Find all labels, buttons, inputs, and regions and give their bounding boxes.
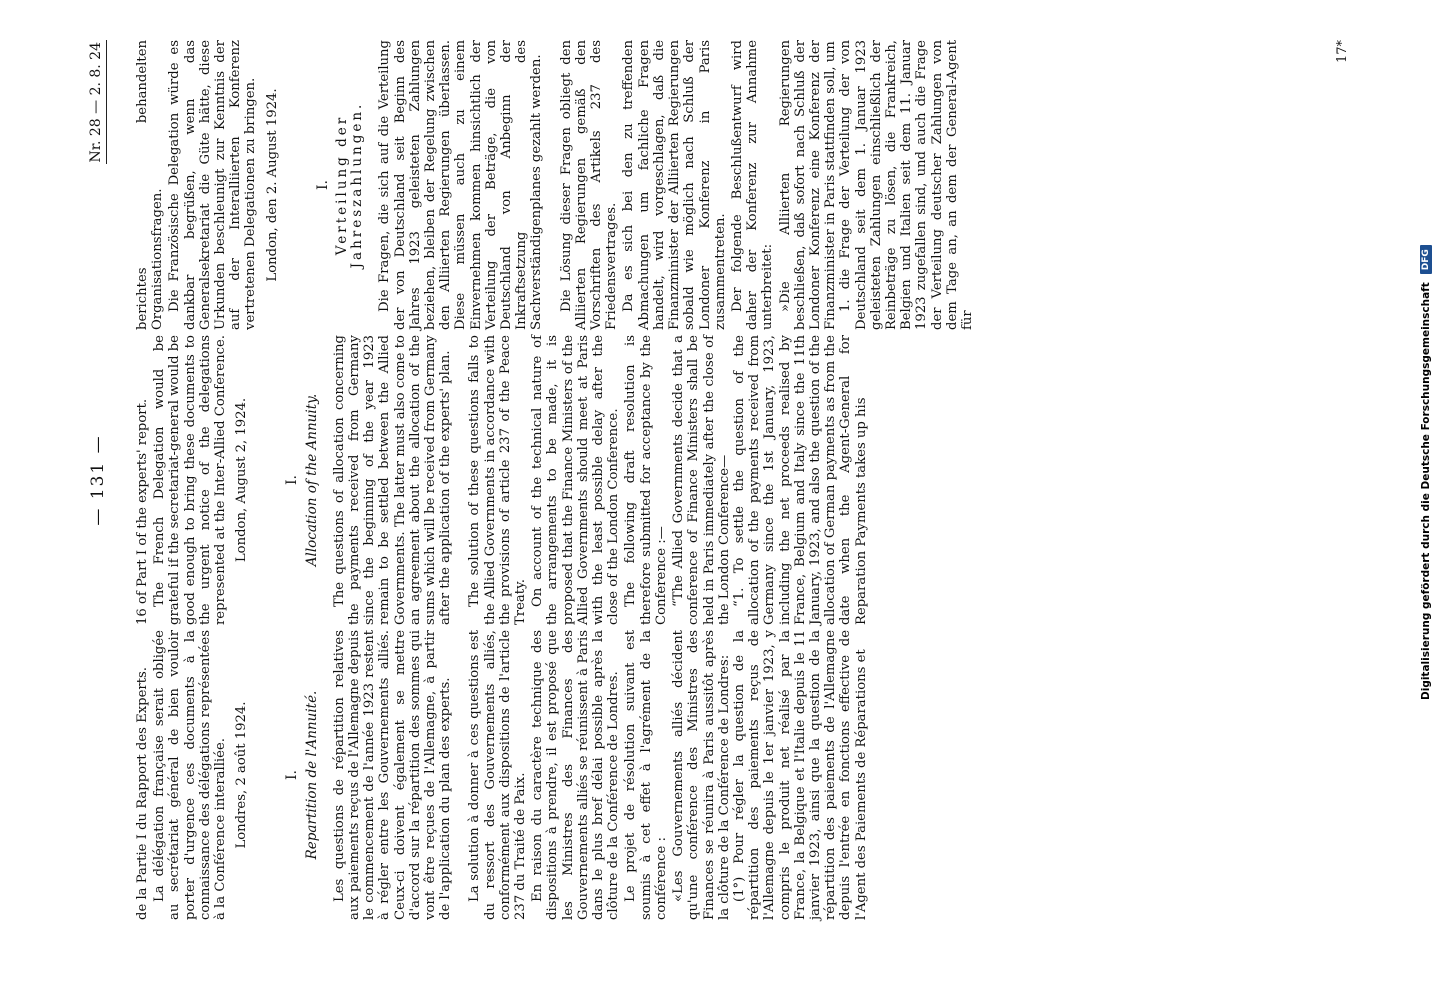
section-number: I. [284,770,301,780]
page-header [80,40,120,920]
section-number: I. [314,180,331,190]
text-columns [135,40,1335,920]
paragraph: 1. die Frage der Verteilung der von Deutschland seit dem 1. Januar 1923 geleisteten Zahlungen einschließlich der Reinbeträge zu lösen, die Frankreich, Belgien und Italien seit dem 11. Januar 1923 zugefallen sind, und auch die Frage der Verteilung deutscher Zahlungen von dem Tage an, an dem der General-Agent für [838,40,975,330]
section-title: Repartition de l'Annuité. [303,690,320,860]
signature-mark: 17* [1335,40,1350,64]
paragraph: The French Delegation would be grateful if the secretariat-general would be good enough to bring these documents to the urgent notice of the delegations represented at the Inter-Allied Conference. [152,335,229,625]
paragraph: «Les Gouvernements alliés décident qu'une conférence des Ministres des Finances se réunira à Paris aussitôt après la clôture de la Conférence de Londres: [671,630,732,920]
paragraph: “The Allied Governments decide that a conference of Finance Ministers shall be held in Paris immediately after the close of the London Conference— [671,335,732,625]
paragraph: berichtes behandelten Organisationsfragen. [135,40,166,330]
paragraph: En raison du caractère technique des dispositions à prendre, il est proposé que les Ministres des Finances des Gouvernements alliés se réunissent à Paris dans le plus bref délai possible après la clôture de la Conférence de Londres. [530,630,622,920]
column-english [135,335,1335,625]
section-title: Allocation of the Annuity. [303,393,320,567]
section-number: I. [284,475,301,485]
page-number: — 131 — [88,434,108,526]
paragraph: Da es sich bei den zu treffenden Abmachungen um fachliche Fragen handelt, wird vorgeschlagen, daß die Finanzminister der Alliierten Regierungen sobald wie möglich nach Schluß der Londoner Konferenz in Paris zusammentreten. [621,40,728,330]
paragraph: »Die Alliierten Regierungen beschließen, daß sofort nach Schluß der Londoner Konferenz eine Konferenz der Finanzminister in Paris stattfinden soll, um [777,40,839,330]
paragraph: Les questions de répartition relatives aux paiements reçus de l'Allemagne depuis le commencement de l'année 1923 restent à régler entre les Gouvernements alliés. Ceux-ci doivent également se mettre d'accord sur la répartition des sommes qui vont être reçues de l'Allemagne, à partir de l'application du plan des experts. [331,630,454,920]
paragraph: Der folgende Beschlußentwurf wird daher der Konferenz zur Annahme unterbreitet: [729,40,776,330]
paragraph: Le projet de résolution suivant est soumis à cet effet à l'agrément de la conférence : [623,630,669,920]
issue-number: Nr. 28 — 2. 8. 24 [88,40,107,164]
dfg-logo-icon: DFG [1420,245,1432,274]
paragraph: La délégation française serait obligée au secrétariat général de bien vouloir porter d'urgence ces documents à la connaissance des délégations représentées à la Conférence interalliée. [152,630,229,920]
dateline: London, August 2, 1924. [234,397,250,563]
paragraph: Die Lösung dieser Fragen obliegt den Alliierten Regierungen gemäß den Vorschriften des Artikels 237 des Friedensvertrages. [558,40,620,330]
paragraph: 16 of Part I of the experts' report. [135,398,150,625]
dateline: Londres, 2 août 1924. [234,701,250,849]
section-title: Verteilung der Jahreszahlungen. [334,101,366,269]
paragraph: Die Französische Delegation würde es dankbar begrüßen, wenn das Generalsekretariat die Güte hätte, diese Urkunden beschleunigt zur Kenntnis der auf der Interalliierten Konferenz vertretenen Delegationen zu bringen. [167,40,259,330]
paragraph: The questions of allocation concerning the payments received from Germany since the beginning of the year 1923 remain to be settled between the Allied Governments. The latter must also come to an agreement about the allocation of the sums which will be received from Germany after the application of the experts' plan. [331,335,454,625]
paragraph: Die Fragen, die sich auf die Verteilung der von Deutschland seit Beginn des Jahres 1923 geleisteten Zahlungen beziehen, bleiben der Regelung zwischen den Alliierten Regierungen überlassen. Diese müssen auch zu einem Einvernehmen kommen hinsichtlich der Verteilung der Beträge, die von Deutschland von Anbeginn der Inkraftsetzung des Sachverständigenplanes gezahlt werden. [377,40,545,330]
dateline: London, den 2. August 1924. [264,88,280,282]
paragraph: de la Partie I du Rapport des Experts. [135,667,150,920]
paragraph: On account of the technical nature of the arrangements to be made, it is proposed that the Finance Ministers of the Allied Governments should meet at Paris with the least possible delay after the close of the London Conference. [530,335,622,625]
column-german [135,40,1335,330]
digitization-credit [1410,0,1434,1000]
credit-text: Digitalisierung gefördert durch die Deutsche Forschungsgemeinschaft [1420,282,1432,700]
paragraph: The following draft resolution is therefore submitted for acceptance by the Conference :— [623,335,669,625]
column-french [135,630,1335,920]
paragraph: La solution à donner à ces questions est du ressort des Gouvernements alliés, conformément aux dispositions de l'article 237 du Traité de Paix. [467,630,529,920]
paragraph: The solution of these questions falls to the Allied Governments in accordance with the provisions of article 237 of the Peace Treaty. [467,335,529,625]
paragraph: “1. To settle the question of the allocation of the payments received from Germany since the 1st January, 1923, including the net proceeds realised by France, Belgium and Italy since the 11th January, 1923, and also the question of the allocation of German payments as from the date when the Agent-General for Reparation Payments takes up his [731,335,869,625]
page [80,40,1360,920]
paragraph: (1°) Pour régler la question de la répartition des paiements reçus de l'Allemagne depuis le 1er janvier 1923, y compris le produit net réalisé par la France, la Belgique et l'Italie depuis le 11 janvier 1923, ainsi que la question de la répartition des paiements de l'Allemagne depuis l'entrée en fonctions effective de l'Agent des Paiements de Réparations et [731,630,869,920]
